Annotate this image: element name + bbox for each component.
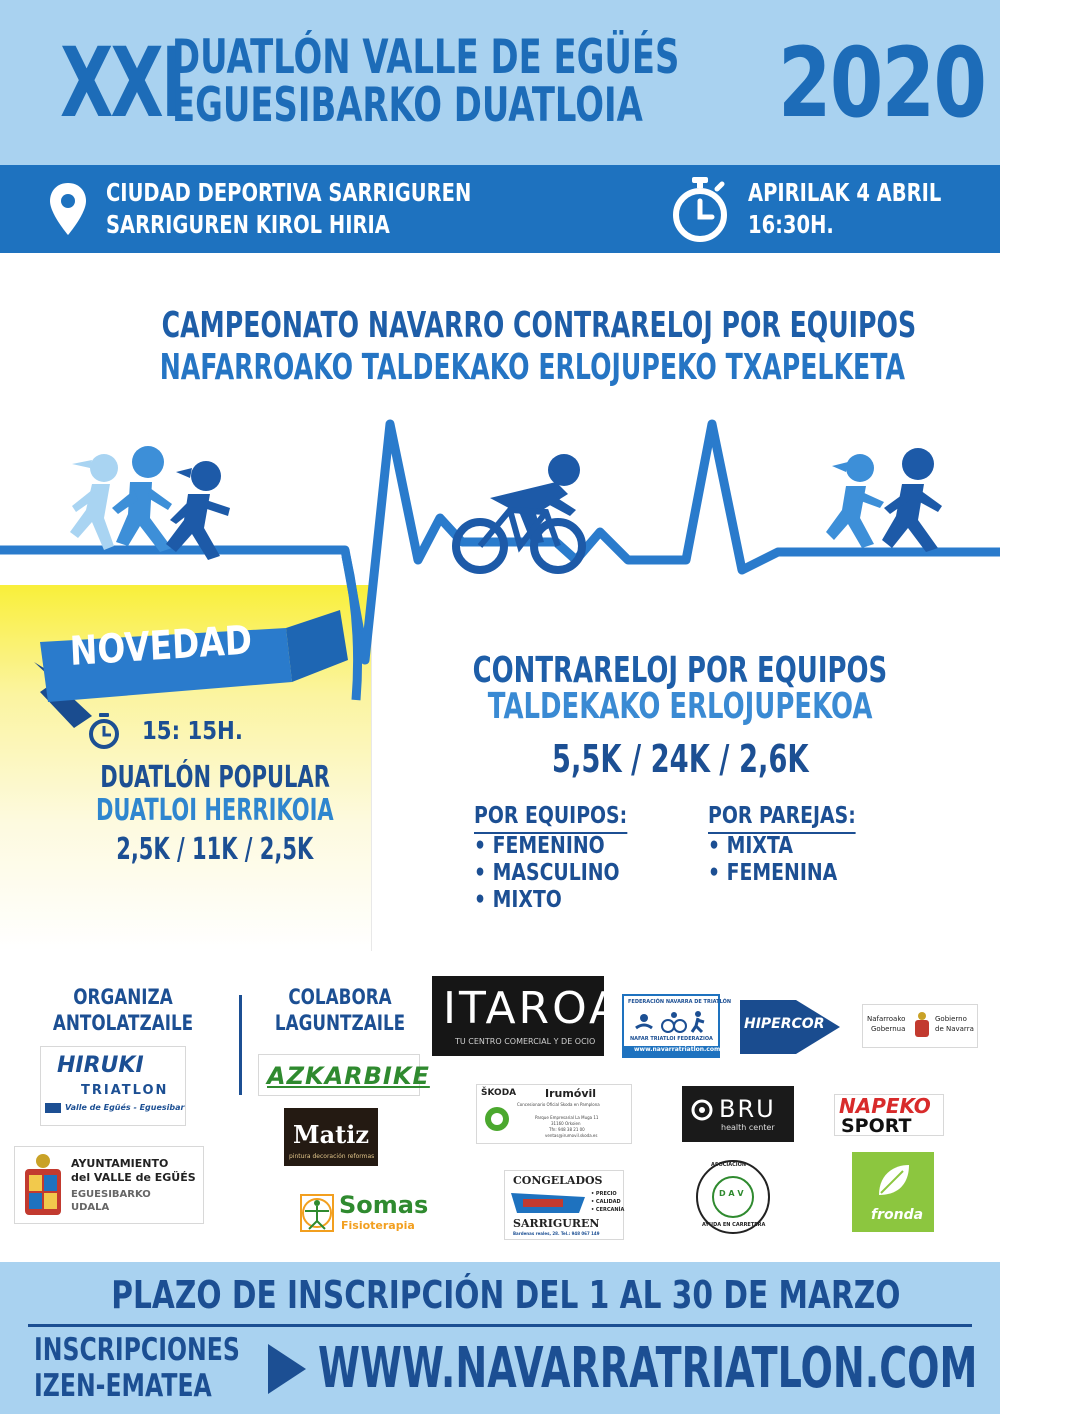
runner-woman-icon xyxy=(70,454,118,550)
fronda-logo: fronda xyxy=(852,1152,934,1232)
colabora-label: COLABORA LAGUNTZAILE xyxy=(274,985,406,1035)
pair-category: • FEMENINA xyxy=(708,860,838,886)
pair-category: • MIXTA xyxy=(708,833,793,859)
pairs-header: POR PAREJAS: xyxy=(708,802,856,834)
coat-of-arms-icon xyxy=(21,1153,65,1219)
championship-title-es: CAMPEONATO NAVARRO CONTRARELOJ POR EQUIPOS xyxy=(161,305,917,346)
race-title-es: CONTRARELOJ POR EQUIPOS xyxy=(472,650,888,691)
popular-start-time: 15: 15H. xyxy=(142,716,243,745)
runner-woman-dark-icon xyxy=(166,461,230,560)
registration-label-es: INSCRIPCIONES xyxy=(34,1332,240,1368)
championship-title-eu: NAFARROAKO TALDEKAKO ERLOJUPEKO TXAPELKETA xyxy=(159,347,905,388)
runner-man-icon xyxy=(112,446,172,552)
matiz-logo: Matiz pintura decoración reformas xyxy=(284,1108,378,1166)
team-category: • MASCULINO xyxy=(474,860,620,886)
itaroa-logo: ITAROA TU CENTRO COMERCIAL Y DE OCIO xyxy=(432,976,604,1056)
team-category: • FEMENINO xyxy=(474,833,605,859)
napeko-sport-logo: NAPEKO SPORT xyxy=(834,1094,944,1136)
registration-website-link[interactable]: WWW.NAVARRATRIATLON.COM xyxy=(318,1336,978,1401)
venue xyxy=(106,177,574,241)
congelados-logo: CONGELADOS • PRECIO • CALIDAD • CERCANÍA SARRIGUREN Bardenas reales, 28. Tel.: 948 067 149 xyxy=(504,1170,624,1240)
title-line-es: DUATLÓN VALLE DE EGÜÉS xyxy=(172,30,680,85)
federacion-logo: FEDERACIÓN NAVARRA DE TRIATLÓN NAFAR TRIATLOI FEDERAZIOA www.navarratriatlon.com xyxy=(622,994,720,1058)
stopwatch-small-icon xyxy=(86,712,122,750)
date-time xyxy=(748,177,996,241)
freezer-truck-icon xyxy=(509,1189,589,1215)
skoda-irumovil-logo: ŠKODA Irumóvil Concesionario Oficial Skoda en Pamplona Parque Empresarial La Muga 11 31160 Orkoien Tfn: 948 38 21 00 ventas@irumovil.skoda.es xyxy=(476,1084,632,1144)
title-line-eu: EGUESIBARKO DUATLOIA xyxy=(172,78,643,133)
registration-label-eu: IZEN-EMATEA xyxy=(34,1368,212,1404)
somas-logo: Somas Fisioterapia xyxy=(296,1188,440,1236)
registration-deadline: PLAZO DE INSCRIPCIÓN DEL 1 AL 30 DE MARZO xyxy=(111,1273,901,1317)
hiruki-logo: HIRUKI TRIATLON Valle de Egüés - Eguesibar xyxy=(40,1046,186,1126)
vitruvian-icon xyxy=(299,1193,335,1233)
novedad-badge: NOVEDAD xyxy=(69,617,253,675)
bru-health-logo: BRU health center xyxy=(682,1086,794,1142)
runner-man-right-icon xyxy=(882,448,942,552)
registration-label xyxy=(34,1332,305,1404)
popular-distances: 2,5K / 11K / 2,5K xyxy=(116,832,314,867)
arrow-right-icon xyxy=(266,1342,308,1396)
event-date: APIRILAK 4 ABRIL xyxy=(748,178,942,207)
asociacion-letters: D A V xyxy=(719,1189,744,1198)
race-title-eu: TALDEKAKO ERLOJUPEKOA xyxy=(487,686,873,727)
event-title xyxy=(172,30,877,133)
popular-title-es: DUATLÓN POPULAR xyxy=(100,760,330,795)
popular-title-eu: DUATLOI HERRIKOIA xyxy=(96,793,334,828)
ayuntamiento-logo: AYUNTAMIENTO del VALLE de EGÜÉS EGUESIBARKO UDALA xyxy=(14,1146,204,1224)
sponsor-divider xyxy=(239,995,242,1095)
edition-number: XXI xyxy=(60,27,184,139)
hipercor-name: HIPERCOR xyxy=(744,1016,825,1032)
azkarbike-logo: AZKARBIKE xyxy=(258,1054,420,1096)
stopwatch-icon xyxy=(668,175,732,243)
runner-woman-right-icon xyxy=(826,454,884,548)
team-category: • MIXTO xyxy=(474,887,562,913)
bru-swirl-icon xyxy=(691,1099,713,1121)
teams-header: POR EQUIPOS: xyxy=(474,802,627,834)
event-year: 2020 xyxy=(778,27,986,139)
leaf-icon xyxy=(873,1161,913,1201)
navarra-shield-icon xyxy=(913,1011,931,1039)
asociacion-top: ASOCIACIÓN xyxy=(711,1162,747,1168)
organiza-label: ORGANIZA ANTOLATZAILE xyxy=(52,985,194,1035)
race-distances: 5,5K / 24K / 2,6K xyxy=(551,737,809,781)
asociacion-bottom: AYUDA EN CARRETERA xyxy=(702,1222,766,1228)
location-pin-icon xyxy=(48,181,88,237)
footer-divider xyxy=(28,1324,972,1327)
event-time: 16:30H. xyxy=(748,210,834,239)
gobierno-navarra-logo: Nafarroako Gobernua Gobierno de Navarra xyxy=(862,1004,978,1048)
venue-line-es: CIUDAD DEPORTIVA SARRIGUREN xyxy=(106,178,472,207)
info-band xyxy=(0,165,1000,253)
skoda-emblem-icon xyxy=(483,1105,511,1133)
triathlon-icons xyxy=(634,1010,710,1034)
venue-line-eu: SARRIGUREN KIROL HIRIA xyxy=(106,210,390,239)
